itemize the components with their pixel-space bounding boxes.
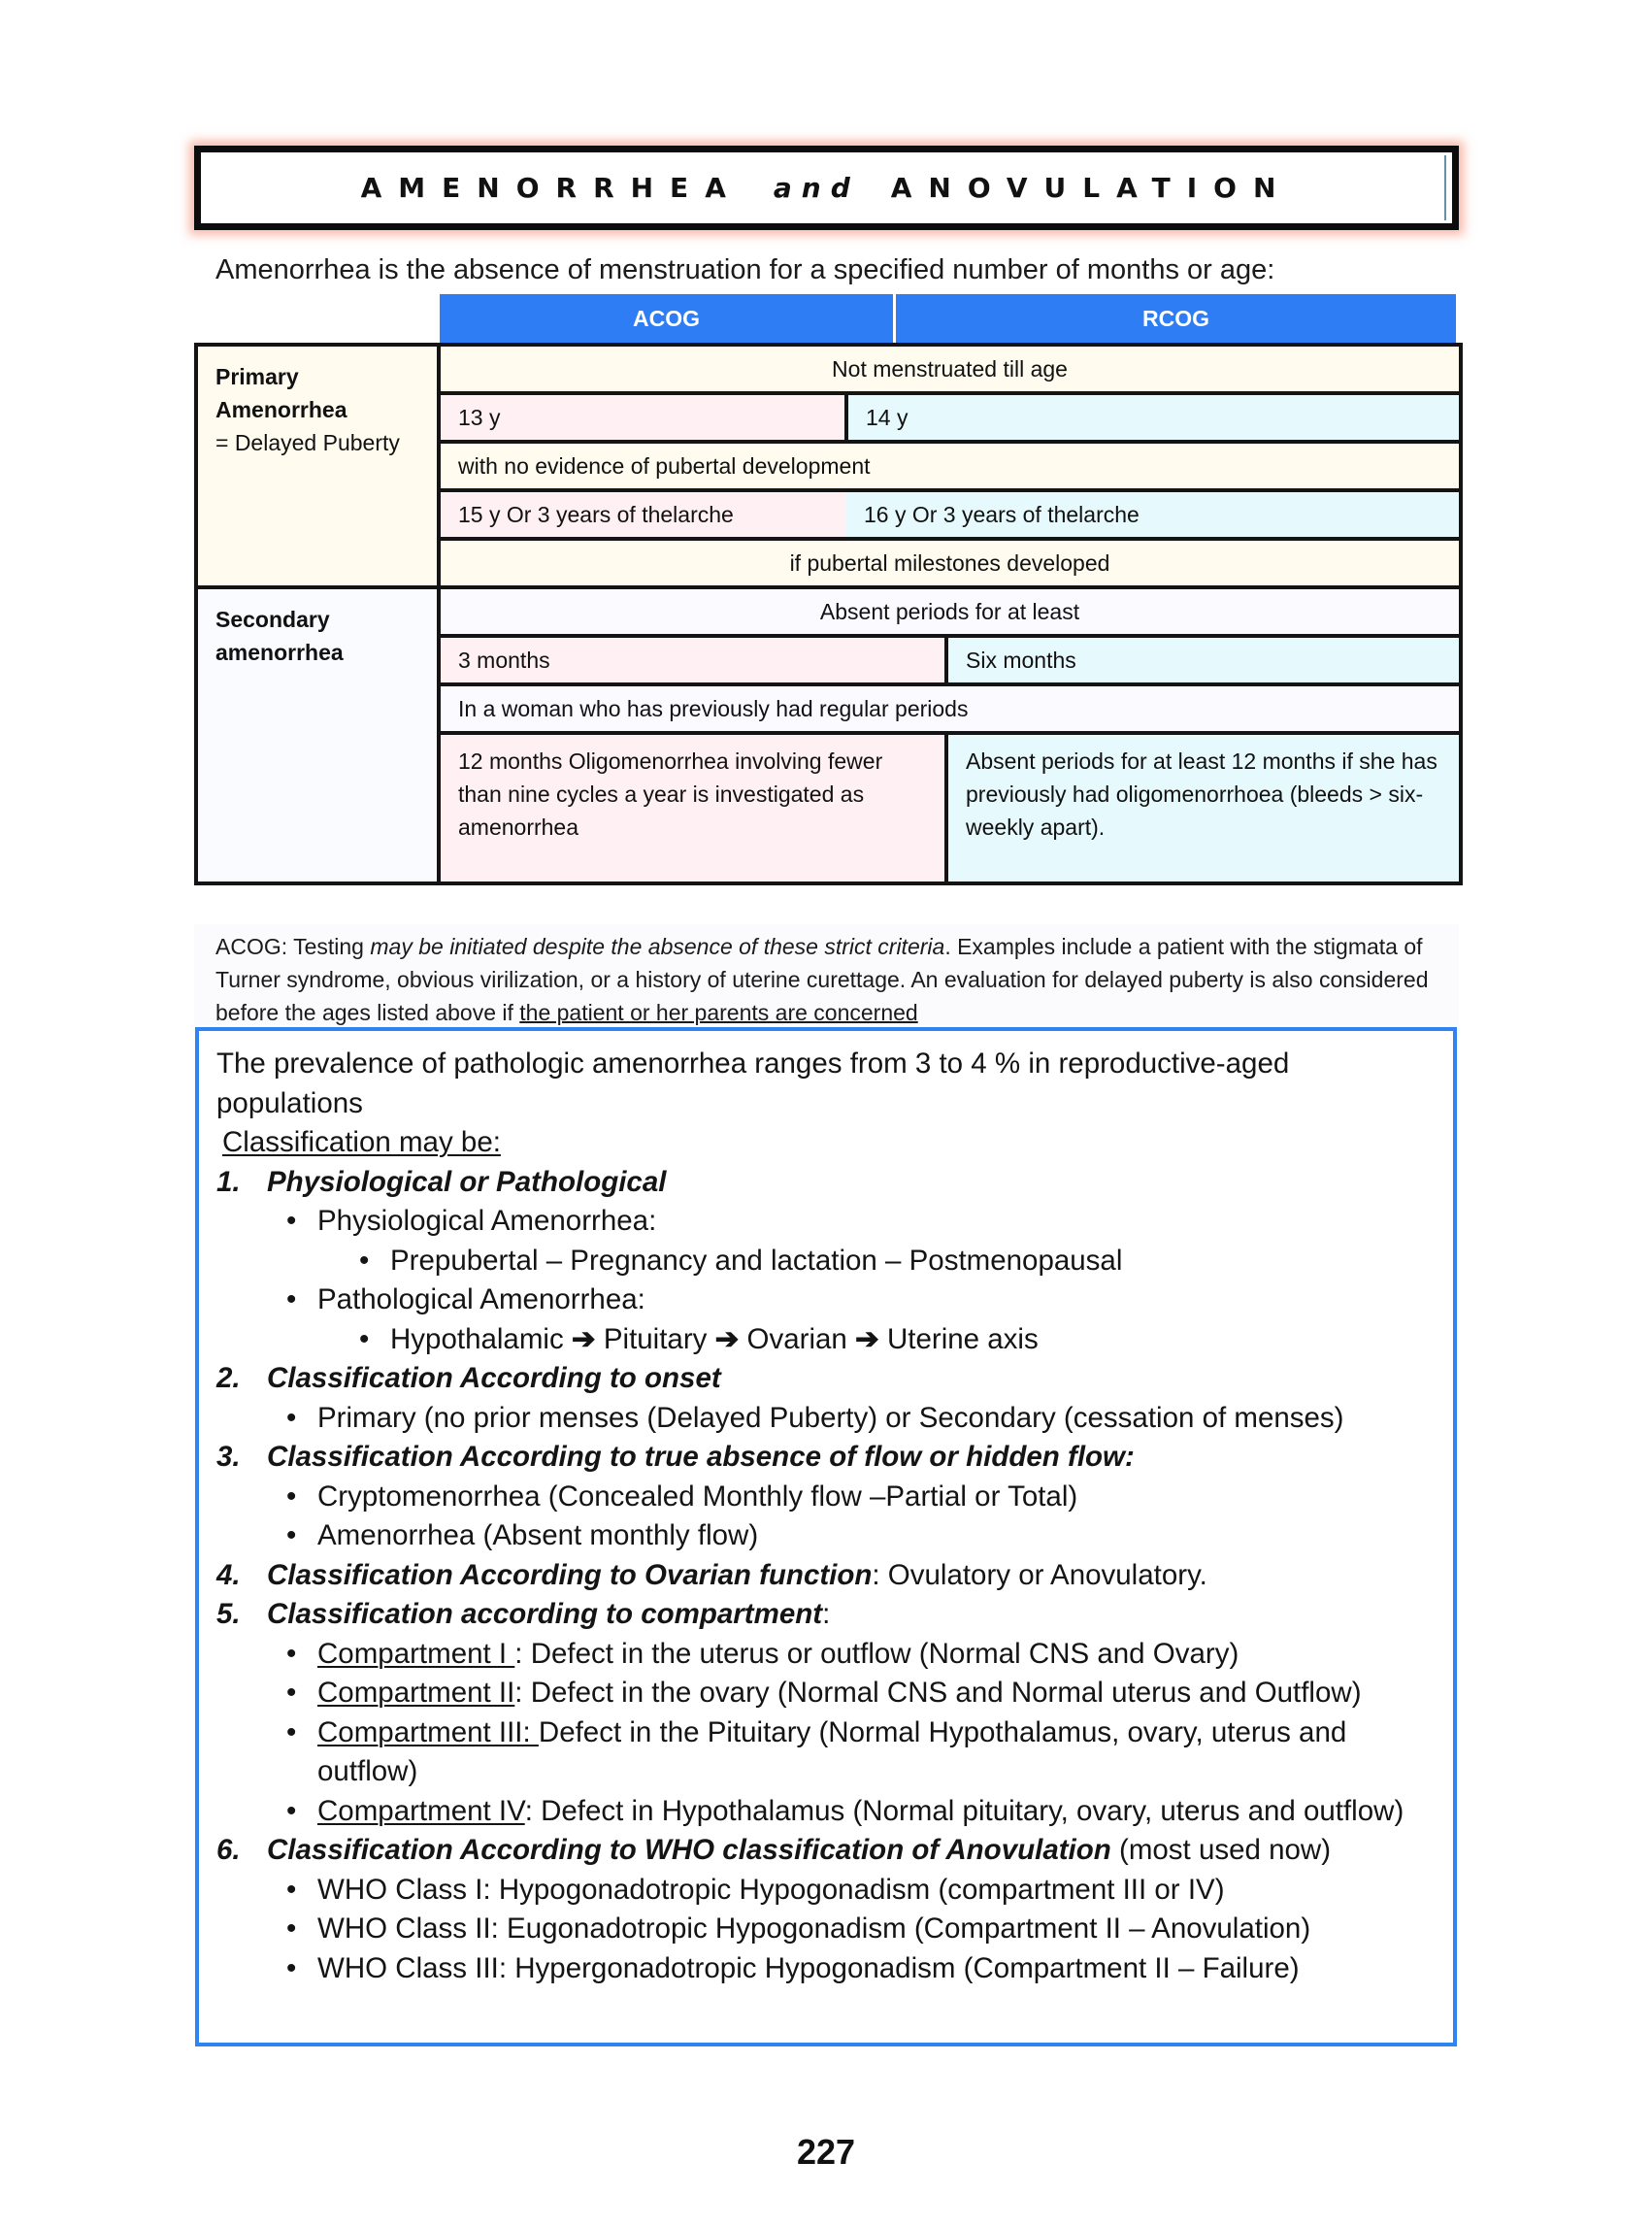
bullet-item xyxy=(216,1635,1436,1675)
primary-rcog-thelarche: 16 y Or 3 years of thelarche xyxy=(846,490,1461,539)
bullet-text xyxy=(286,1674,1436,1713)
secondary-row-absent-periods: Absent periods for at least xyxy=(439,587,1461,636)
section-5 xyxy=(216,1595,1436,1635)
arrow-right-icon: ➔ xyxy=(714,1322,740,1355)
primary-row-no-evidence: with no evidence of pubertal development xyxy=(439,442,1461,490)
compartment-term: Compartment IV xyxy=(317,1794,525,1827)
secondary-acog-oligomenorrhea: 12 months Oligomenorrhea involving fewer than nine cycles a year is investigated as amenorrhea xyxy=(439,733,946,883)
section-heading: Classification According to Ovarian function xyxy=(267,1558,873,1591)
section-6 xyxy=(216,1831,1436,1871)
title-part-amenorrhea: AMENORRHEA xyxy=(360,172,743,204)
note-underlined: the patient or her parents are concerned xyxy=(519,1000,918,1025)
classification-heading xyxy=(216,1123,1436,1163)
section-number: 5. xyxy=(216,1598,241,1630)
compartment-desc: : Defect in the ovary (Normal CNS and Normal uterus and Outflow) xyxy=(514,1677,1362,1709)
label-line: Amenorrhea xyxy=(215,397,347,422)
table-row xyxy=(196,587,1461,636)
prevalence-text: The prevalence of pathologic amenorrhea ranges from 3 to 4 % in reproductive-aged populations xyxy=(216,1047,1290,1119)
compartment-term: Compartment II xyxy=(317,1677,515,1709)
arrow-right-icon: ➔ xyxy=(855,1322,879,1355)
bullet-item xyxy=(216,1516,1436,1556)
note-body: . Examples include a patient with the stigmata of Turner syndrome, obvious virilization, or a history of uterine curettage. An evaluation for delayed puberty is also considered before the ages listed above if xyxy=(215,934,1429,1025)
section-heading: Classification According to onset xyxy=(267,1362,721,1394)
section-heading: Classification According to true absence of flow or hidden flow: xyxy=(267,1441,1135,1473)
table-row xyxy=(196,345,1461,393)
criteria-table xyxy=(194,343,1463,885)
section-tail: : Ovulatory or Anovulatory. xyxy=(872,1558,1207,1591)
compartment-term: Compartment I xyxy=(317,1637,515,1670)
bullet-text: • Cryptomenorrhea (Concealed Monthly flow –Partial or Total) xyxy=(317,1480,1078,1513)
bullet-text: • Pathological Amenorrhea: xyxy=(317,1283,645,1315)
axis-step: Ovarian xyxy=(746,1322,847,1355)
bullet-item xyxy=(216,1280,1436,1320)
bullet-text xyxy=(286,1792,1436,1832)
page-number: 227 xyxy=(796,2132,856,2172)
label-line: Secondary xyxy=(215,607,330,632)
compartment-desc: : Defect in the uterus or outflow (Normal CNS and Ovary) xyxy=(514,1637,1239,1670)
primary-acog-age: 13 y xyxy=(439,393,846,442)
title-connector: and xyxy=(773,172,860,204)
bullet-item xyxy=(216,1949,1436,1989)
bullet-text xyxy=(286,1635,1436,1675)
title-part-anovulation: ANOVULATION xyxy=(890,172,1293,204)
primary-acog-thelarche: 15 y Or 3 years of thelarche xyxy=(439,490,846,539)
axis-step: Pituitary xyxy=(603,1322,708,1355)
bullet-item xyxy=(216,1202,1436,1242)
primary-row-milestones: if pubertal milestones developed xyxy=(439,539,1461,587)
note-prefix: ACOG: Testing xyxy=(215,934,371,959)
criteria-table-header xyxy=(440,294,1456,343)
primary-rcog-age: 14 y xyxy=(846,393,1461,442)
section-3 xyxy=(216,1438,1436,1478)
bullet-text: • WHO Class III: Hypergonadotropic Hypogonadism (Compartment II – Failure) xyxy=(317,1951,1300,1984)
section-heading: Classification According to WHO classification of Anovulation xyxy=(267,1834,1111,1866)
sub-bullet-item xyxy=(216,1242,1436,1281)
section-number: 1. xyxy=(216,1165,241,1198)
secondary-rcog-duration: Six months xyxy=(946,636,1461,684)
classification-box xyxy=(195,1027,1457,2046)
secondary-acog-duration: 3 months xyxy=(439,636,946,684)
label-line: amenorrhea xyxy=(215,640,344,665)
page-title xyxy=(201,172,1452,204)
section-heading: Classification according to compartment xyxy=(267,1598,823,1630)
secondary-amenorrhea-label xyxy=(196,587,439,883)
bullet-text: • Physiological Amenorrhea: xyxy=(317,1205,657,1237)
section-tail: : xyxy=(822,1598,831,1630)
section-number: 3. xyxy=(216,1441,241,1473)
section-2 xyxy=(216,1359,1436,1399)
compartment-term: Compartment III: xyxy=(317,1715,539,1748)
bullet-item xyxy=(216,1478,1436,1517)
axis-step: Hypothalamic xyxy=(390,1322,564,1355)
definition-intro: Amenorrhea is the absence of menstruation for a specified number of months or age: xyxy=(215,254,1275,285)
bullet-item xyxy=(216,1674,1436,1713)
compartment-desc: : Defect in Hypothalamus (Normal pituitary, ovary, uterus and outflow) xyxy=(524,1794,1404,1827)
bullet-item xyxy=(216,1399,1436,1439)
section-tail: (most used now) xyxy=(1110,1834,1332,1866)
bullet-item xyxy=(216,1871,1436,1911)
arrow-right-icon: ➔ xyxy=(571,1322,596,1355)
secondary-rcog-oligomenorrhoea: Absent periods for at least 12 months if she has previously had oligomenorrhoea (bleeds > six-weekly apart). xyxy=(946,733,1461,883)
bullet-text: • Prepubertal – Pregnancy and lactation – Postmenopausal xyxy=(390,1244,1123,1277)
section-4 xyxy=(216,1556,1436,1596)
bullet-text: • WHO Class I: Hypogonadotropic Hypogonadism (compartment III or IV) xyxy=(317,1873,1225,1906)
label-line: = Delayed Puberty xyxy=(215,430,400,455)
bullet-text: • Amenorrhea (Absent monthly flow) xyxy=(317,1519,759,1551)
sub-bullet-item xyxy=(216,1320,1436,1360)
bullet-text: • Primary (no prior menses (Delayed Puberty) or Secondary (cessation of menses) xyxy=(317,1401,1344,1434)
bullet-item xyxy=(216,1792,1436,1832)
compartment-desc: Defect in the Pituitary (Normal Hypothalamus, ovary, uterus and outflow) xyxy=(317,1715,1347,1787)
bullet-text xyxy=(286,1713,1436,1792)
section-number: 6. xyxy=(216,1834,241,1866)
section-heading: Physiological or Pathological xyxy=(267,1165,667,1198)
note-italic: may be initiated despite the absence of these strict criteria xyxy=(370,934,945,959)
bullet-item xyxy=(216,1910,1436,1949)
primary-row-not-menstruated: Not menstruated till age xyxy=(439,345,1461,393)
header-acog: ACOG xyxy=(440,294,896,343)
section-1 xyxy=(216,1163,1436,1203)
label-line: Primary xyxy=(215,364,299,389)
classification-heading-text: Classification may be: xyxy=(222,1126,501,1158)
page-title-box xyxy=(194,146,1459,230)
section-number: 4. xyxy=(216,1558,241,1591)
bullet-text: • WHO Class II: Eugonadotropic Hypogonadism (Compartment II – Anovulation) xyxy=(317,1912,1311,1945)
axis-chain xyxy=(359,1320,1436,1360)
primary-amenorrhea-label xyxy=(196,345,439,587)
secondary-row-regular-periods: In a woman who has previously had regular periods xyxy=(439,684,1461,733)
acog-testing-note xyxy=(194,924,1459,1025)
axis-step: Uterine axis xyxy=(886,1322,1039,1355)
section-number: 2. xyxy=(216,1362,241,1394)
header-rcog: RCOG xyxy=(896,294,1456,343)
bullet-item xyxy=(216,1713,1436,1792)
